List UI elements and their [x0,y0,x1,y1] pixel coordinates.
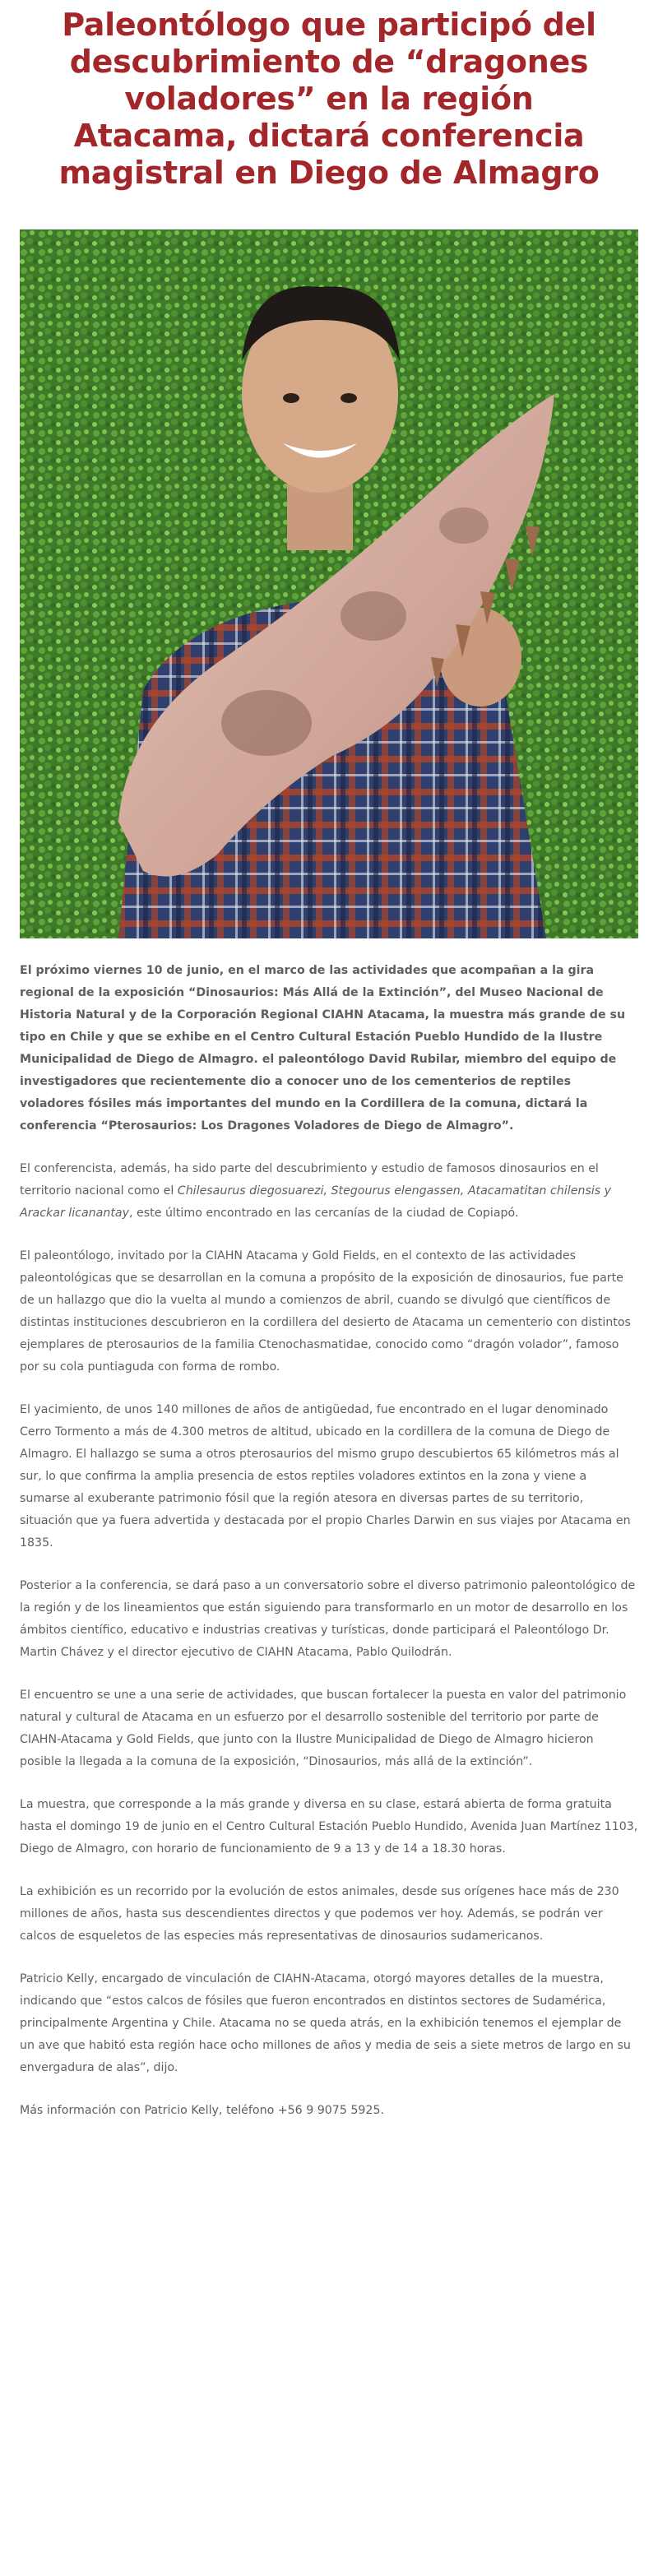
article-paragraph: El yacimiento, de unos 140 millones de años de antigüedad, fue encontrado en el lugar denominado Cerro Tormento a más de 4.300 metros de altitud, ubicado en la cordillera de la comuna de Diego de Almagro. El hallazgo se suma a otros pterosaurios del mismo grupo descubiertos 65 kilómetros más al sur, lo que confirma la amplia presencia de estos reptiles voladores extintos en la zona y viene a sumarse al exuberante patrimonio fósil que la región atesora en diversas partes de su territorio, situación que ya fuera advertida y destacada por el propio Charles Darwin en sus viajes por Atacama en 1835. [20,1403,631,1550]
article-paragraph: Posterior a la conferencia, se dará paso a un conversatorio sobre el diverso patrimonio paleontológico de la región y de los lineamientos que están siguiendo para transformarlo en un motor de desarrollo en los ámbitos científico, educativo e industrias creativas y turísticas, donde participará el Paleontólogo Dr. Martin Chávez y el director ejecutivo de CIAHN Atacama, Pablo Quilodrán. [20,1579,636,1659]
article-paragraph: El encuentro se une a una serie de actividades, que buscan fortalecer la puesta en valor del patrimonio natural y cultural de Atacama en un esfuerzo por el desarrollo sostenible del territorio por parte de CIAHN-Atacama y Gold Fields, que junto con la Ilustre Municipalidad de Diego de Almagro hicieron posible la llegada a la comuna de la exposición, “Dinosaurios, más allá de la extinción”. [20,1689,627,1768]
paragraph-text: El conferencista, además, ha sido parte del descubrimiento y estudio de famosos dinosaurios en el territorio nacional como el [20,1162,599,1198]
article-paragraph: La exhibición es un recorrido por la evolución de estos animales, desde sus orígenes hace más de 230 millones de años, hasta sus descendientes directos y que podemos ver hoy. Además, se podrán ver calcos de esqueletos de las especies más representativas de dinosaurios sudamericanos. [20,1885,619,1943]
contact-info: Más información con Patricio Kelly, teléfono +56 9 9075 5925. [20,2104,384,2117]
paragraph-text: , este último encontrado en las cercanías de la ciudad de Copiapó. [129,1207,519,1220]
species-names: Chilesaurus diegosuarezi, Stegourus elengassen, Atacamatitan chilensis y Arackar licanantay [20,1184,612,1220]
article-title: Paleontólogo que participó del descubrimiento de “dragones voladores” en la región Atacama, dictará conferencia magistral en Diego de Almagro [58,7,600,191]
article-paragraph-species [20,1158,638,1225]
article-paragraph: Patricio Kelly, encargado de vinculación de CIAHN-Atacama, otorgó mayores detalles de la muestra, indicando que “estos calcos de fósiles que fueron encontrados en distintos sectores de Sudamérica, principalmente Argentina y Chile. Atacama no se queda atrás, en la exhibición tenemos el ejemplar de un ave que habitó esta región hace ocho millones de años y media de seis a siete metros de largo en su envergadura de alas”, dijo. [20,1972,631,2074]
article-photo [20,229,638,938]
article-paragraph: La muestra, que corresponde a la más grande y diversa en su clase, estará abierta de forma gratuita hasta el domingo 19 de junio en el Centro Cultural Estación Pueblo Hundido, Avenida Juan Martínez 1103, Diego de Almagro, con horario de funcionamiento de 9 a 13 y de 14 a 18.30 horas. [20,1798,638,1856]
article-lead: El próximo viernes 10 de junio, en el marco de las actividades que acompañan a la gira regional de la exposición “Dinosaurios: Más Allá de la Extinción”, del Museo Nacional de Historia Natural y de la Corporación Regional CIAHN Atacama, la muestra más grande de su tipo en Chile y que se exhibe en el Centro Cultural Estación Pueblo Hundido de la Ilustre Municipalidad de Diego de Almagro. el paleontólogo David Rubilar, miembro del equipo de investigadores que recientemente dio a conocer uno de los cementerios de reptiles voladores fósiles más importantes del mundo en la Cordillera de la comuna, dictará la conferencia “Pterosaurios: Los Dragones Voladores de Diego de Almagro”. [20,964,626,1133]
article-paragraph: El paleontólogo, invitado por la CIAHN Atacama y Gold Fields, en el contexto de las actividades paleontológicas que se desarrollan en la comuna a propósito de la exposición de dinosaurios, fue parte de un hallazgo que dio la vuelta al mundo a comienzos de abril, cuando se divulgó que científicos de distintas instituciones descubrieron en la cordillera del desierto de Atacama un cementerio con distintos ejemplares de pterosaurios de la familia Ctenochasmatidae, conocido como “dragón volador”, famoso por su cola puntiaguda con forma de rombo. [20,1249,631,1374]
